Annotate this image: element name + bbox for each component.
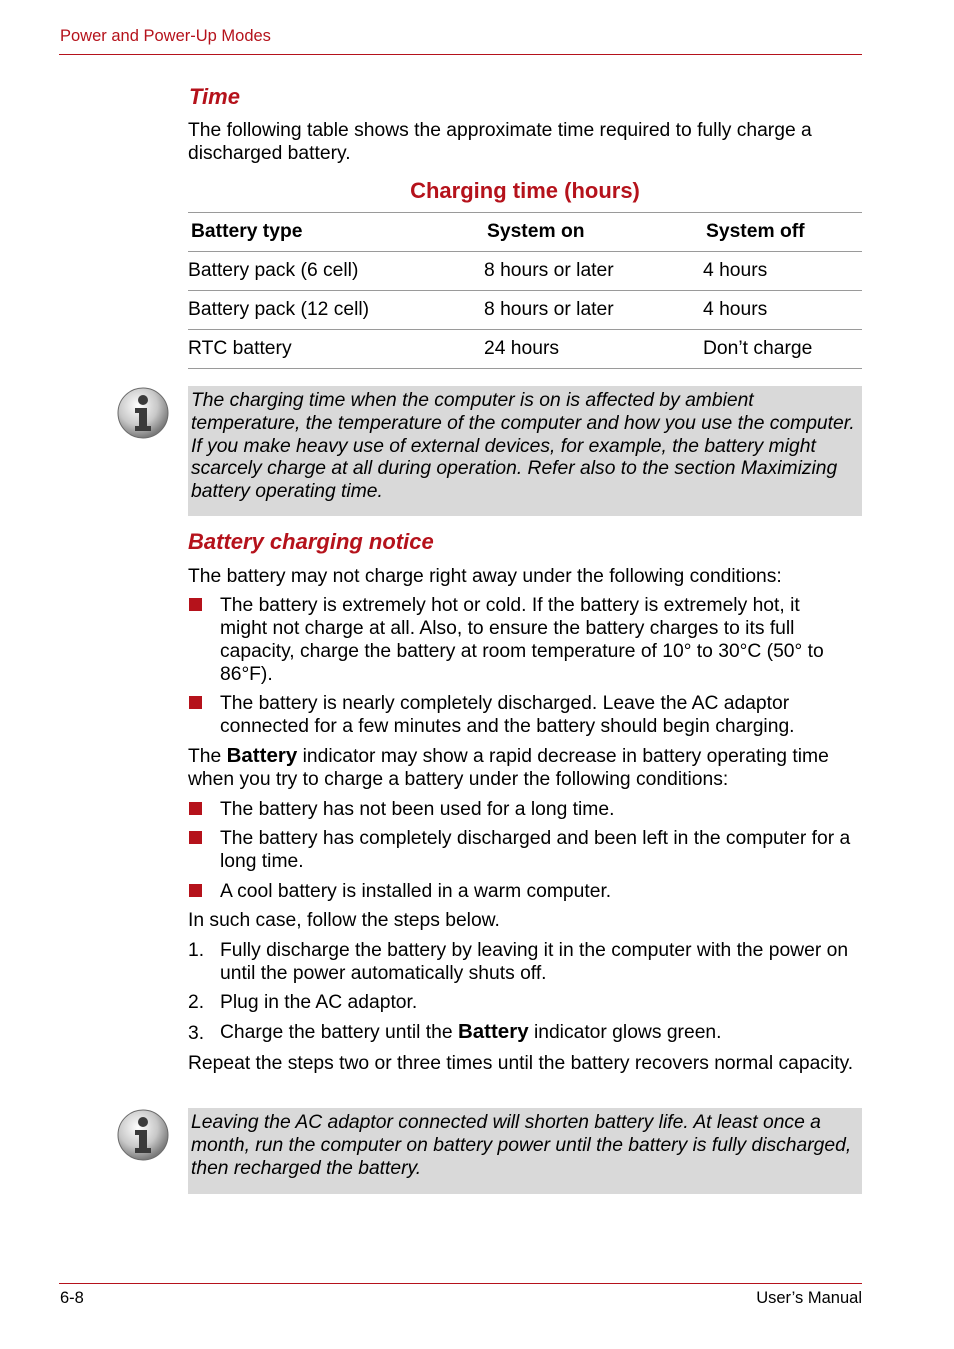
battery-indicator-label: Battery (226, 744, 298, 767)
time-heading: Time (189, 84, 240, 109)
bullet-marker (189, 884, 202, 897)
table-row (188, 291, 862, 330)
step-text (220, 1020, 865, 1044)
bullet-marker (189, 598, 202, 611)
bullet-marker (189, 831, 202, 844)
para-text: The (188, 746, 227, 767)
battery-indicator-paragraph (188, 744, 862, 791)
step-text-part: indicator glows green. (528, 1022, 722, 1043)
charging-time-table (188, 212, 862, 369)
step-text-part: Charge the battery until the (220, 1022, 458, 1043)
list-item: The battery has not been used for a long time. (220, 799, 615, 820)
time-intro: The following table shows the approximate time required to fully charge a discharged battery. (188, 120, 812, 164)
table-cell: Don’t charge (703, 330, 862, 369)
list-item: The battery is extremely hot or cold. If the battery is extremely hot, it might not charge at all. Also, to ensure the battery charges to its full capacity, charge the battery at room temperature of 10° to 30°C (50° to 86°F). (220, 595, 824, 685)
info-icon (116, 1108, 170, 1162)
note-box-charging-time: The charging time when the computer is on is affected by ambient temperature, the temperature of the computer and how you use the computer. If you make heavy use of external devices, for example, the battery might scarcely charge at all during operation. Refer also to the section Maximizing battery operating time. (188, 386, 862, 516)
table-row (188, 252, 862, 291)
step-number: 2. (188, 992, 205, 1013)
table-cell: Battery pack (12 cell) (188, 291, 484, 330)
table-cell: 8 hours or later (484, 291, 703, 330)
step-number: 1. (188, 940, 205, 961)
list-item: The battery has completely discharged and been left in the computer for a long time. (220, 828, 851, 872)
table-cell: 4 hours (703, 291, 862, 330)
step-text: Plug in the AC adaptor. (220, 992, 418, 1013)
step-text: Fully discharge the battery by leaving it in the computer with the power on until the power automatically shuts off. (220, 940, 849, 984)
step-number: 3. (188, 1023, 205, 1044)
table-header-row (188, 213, 862, 252)
steps-outro: Repeat the steps two or three times until the battery recovers normal capacity. (188, 1053, 854, 1074)
table-cell: RTC battery (188, 330, 484, 369)
list-item: A cool battery is installed in a warm computer. (220, 881, 612, 902)
table-title: Charging time (hours) (410, 178, 640, 203)
table-cell: 4 hours (703, 252, 862, 291)
table-cell: 8 hours or later (484, 252, 703, 291)
notice-intro: The battery may not charge right away under the following conditions: (188, 566, 782, 587)
table-cell: Battery pack (6 cell) (188, 252, 484, 291)
note-box-ac-adaptor: Leaving the AC adaptor connected will shorten battery life. At least once a month, run the computer on battery power until the battery is fully discharged, then recharged the battery. (188, 1108, 862, 1194)
notice-heading: Battery charging notice (188, 529, 434, 554)
table-cell: 24 hours (484, 330, 703, 369)
steps-intro: In such case, follow the steps below. (188, 910, 500, 931)
header-battery-type: Battery type (188, 213, 484, 252)
footer-rule (59, 1283, 862, 1284)
header-rule (59, 54, 862, 55)
manual-title: User’s Manual (756, 1289, 862, 1307)
running-header: Power and Power-Up Modes (60, 27, 271, 45)
page-number: 6-8 (60, 1289, 84, 1307)
info-icon (116, 386, 170, 440)
header-system-off: System off (703, 213, 862, 252)
bullet-marker (189, 696, 202, 709)
header-system-on: System on (484, 213, 703, 252)
bullet-marker (189, 802, 202, 815)
para-text: indicator may show a rapid decrease in battery operating time when you try to charge a battery under the following conditions: (188, 746, 829, 790)
list-item: The battery is nearly completely discharged. Leave the AC adaptor connected for a few minutes and the battery should begin charging. (220, 693, 795, 737)
table-row (188, 330, 862, 369)
battery-indicator-label: Battery (457, 1020, 529, 1043)
